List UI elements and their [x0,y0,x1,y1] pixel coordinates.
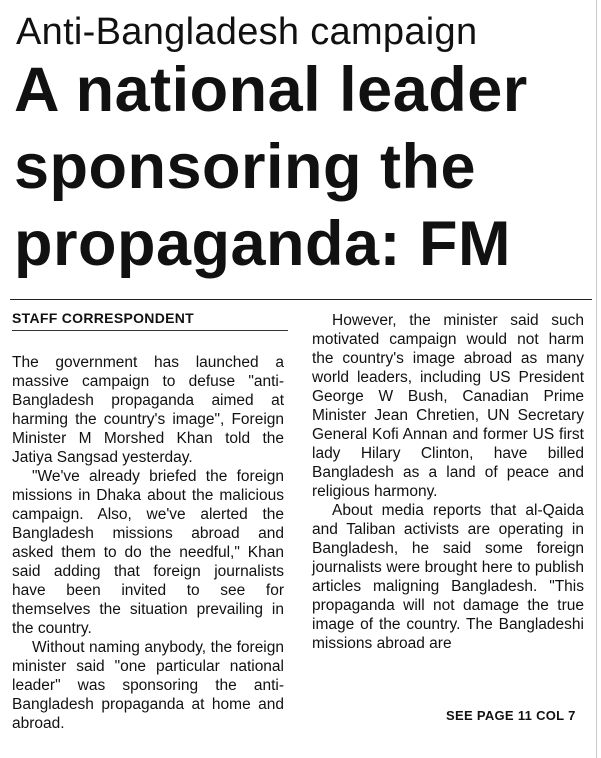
headline [14,52,594,283]
article-paragraph: However, the minister said such motivated campaign would not harm the country's image abroad as many world leaders, including US President George W Bush, Canadian Prime Minister Jean Chretien, UN Secretary General Kofi Annan and former US first lady Hilary Clinton, have billed Bangladesh as a land of peace and religious harmony. [312,312,584,500]
article-paragraph: "We've already briefed the foreign missions in Dhaka about the malicious campaign. Also, we've alerted the Bangladesh missions abroad and asked them to do the needful," Khan said adding that foreign journalists have been invited to see for themselves the situation prevailing in the country. [12,468,284,637]
article-column-right [312,311,584,653]
headline-line: A national leader [14,55,528,125]
byline: STAFF CORRESPONDENT [12,310,194,326]
page-edge-line [596,0,597,758]
byline-rule [12,330,288,331]
article-column-left [12,308,284,733]
headline-line: propaganda: FM [14,209,511,279]
headline-rule [10,299,592,300]
article-paragraph: The government has launched a massive campaign to defuse "anti-Bangladesh propaganda aimed at harming the country's image", Foreign Minister M Morshed Khan told the Jatiya Sangsad yesterday. [12,354,284,466]
article-paragraph: Without naming anybody, the foreign minister said "one particular national leader" was sponsoring the anti-Bangladesh propaganda at home and abroad. [12,639,284,732]
kicker: Anti-Bangladesh campaign [16,11,478,53]
article-paragraph: About media reports that al-Qaida and Taliban activists are operating in Bangladesh, he said some foreign journalists were brought here to publish articles maligning Bangladesh. "This propaganda will not damage the true image of the country. The Bangladeshi missions abroad are [312,502,584,652]
headline-line: sponsoring the [14,132,476,202]
continued-reference: SEE PAGE 11 COL 7 [446,708,576,723]
